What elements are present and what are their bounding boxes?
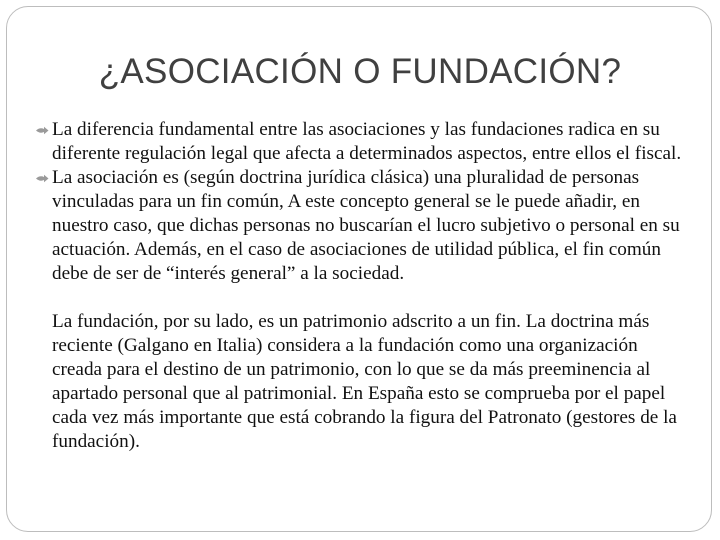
slide-body — [52, 118, 692, 454]
bullet-item — [52, 166, 692, 286]
spacer — [52, 286, 692, 310]
bullet-arrow-icon — [35, 126, 49, 135]
bullet-arrow-icon — [35, 174, 49, 183]
bullet-item — [52, 118, 692, 166]
bullet-text: La asociación es (según doctrina jurídica clásica) una pluralidad de personas vinculadas para un fin común, A este concepto general se le puede añadir, en nuestro caso, que dichas personas no buscarían el lucro subjetivo o personal en su actuación. Además, en el caso de asociaciones de utilidad pública, el fin común debe de ser de “interés general” a la sociedad. — [52, 167, 680, 284]
body-paragraph: La fundación, por su lado, es un patrimonio adscrito a un fin. La doctrina más reciente (Galgano en Italia) considera a la fundación como una organización creada para el destino de un patrimonio, con lo que se da más preeminencia al apartado personal que al patrimonial. En España esto se comprueba por el papel cada vez más importante que está cobrando la figura del Patronato (gestores de la fundación). — [52, 311, 677, 452]
slide-title: ¿ASOCIACIÓN O FUNDACIÓN? — [98, 52, 622, 91]
bullet-text: La diferencia fundamental entre las asociaciones y las fundaciones radica en su diferente regulación legal que afecta a determinados aspectos, entre ellos el fiscal. — [52, 119, 682, 164]
